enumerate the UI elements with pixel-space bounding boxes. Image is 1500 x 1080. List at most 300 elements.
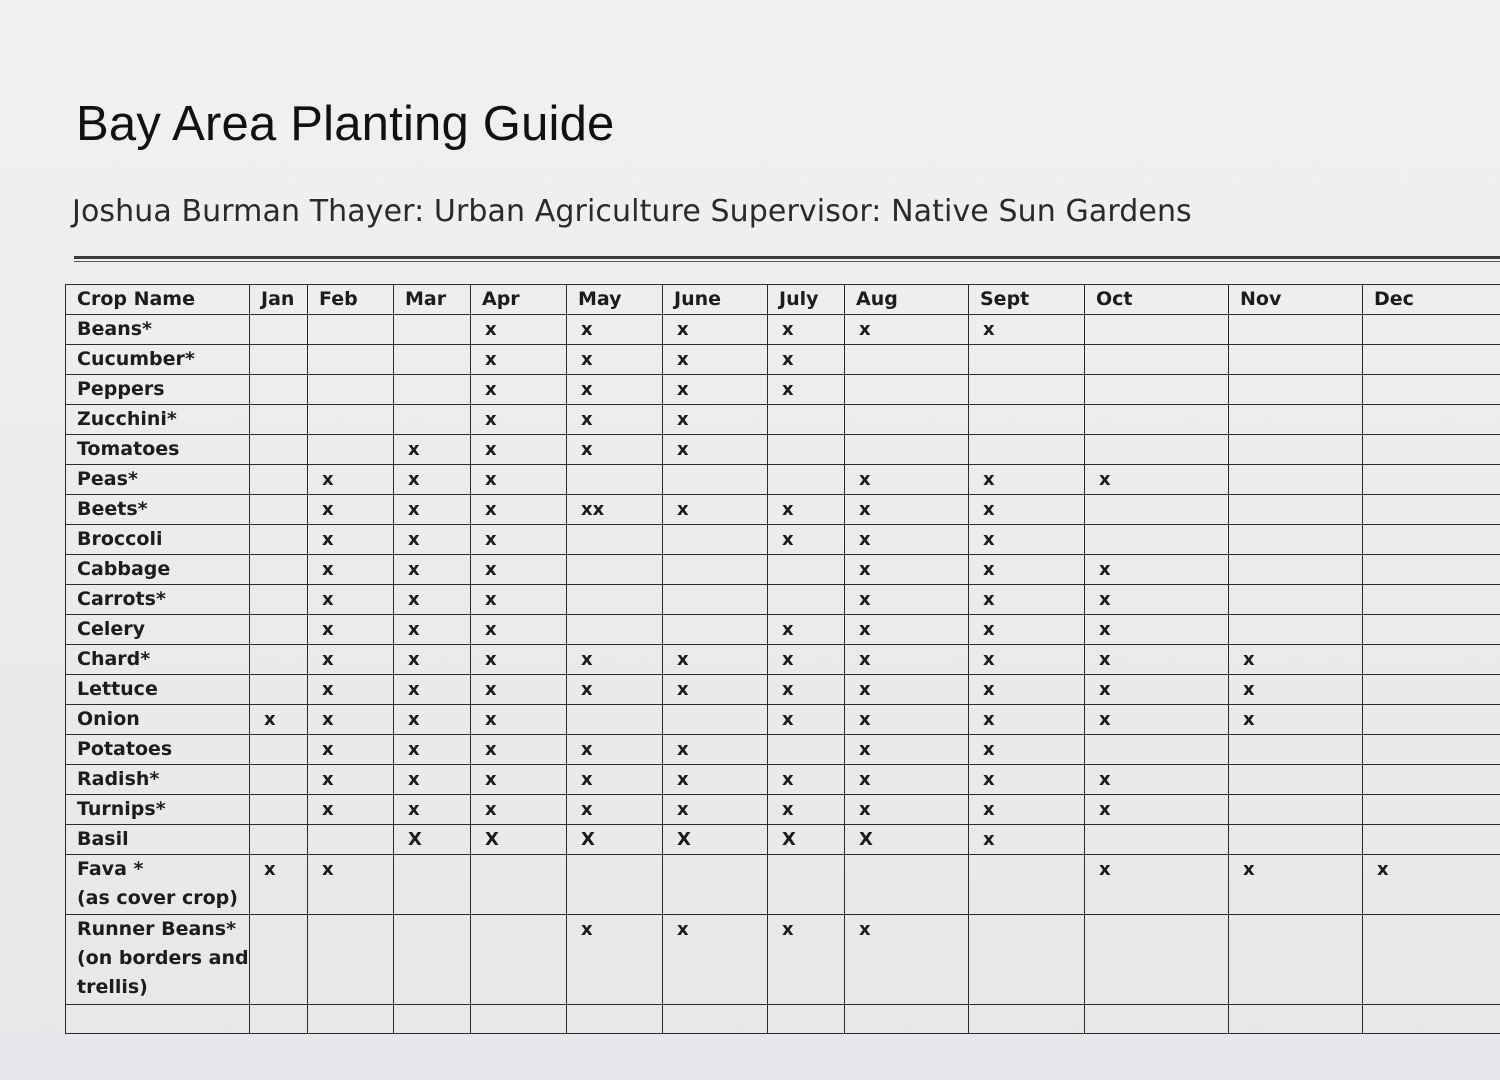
planting-mark-cell — [845, 405, 969, 435]
planting-mark-cell — [768, 735, 845, 765]
planting-mark-cell: x — [394, 735, 471, 765]
planting-mark-cell: x — [308, 555, 394, 585]
planting-mark-cell — [567, 855, 663, 915]
table-row — [66, 675, 1500, 705]
planting-mark-cell: x — [394, 465, 471, 495]
header-month-mar: Mar — [394, 285, 471, 315]
planting-mark-cell: x — [308, 675, 394, 705]
planting-mark-cell — [768, 585, 845, 615]
planting-mark-cell: x — [567, 915, 663, 1005]
table-row — [66, 555, 1500, 585]
planting-mark-cell — [394, 375, 471, 405]
planting-mark-cell: x — [567, 735, 663, 765]
page-title: Bay Area Planting Guide — [76, 97, 615, 151]
planting-mark-cell — [308, 825, 394, 855]
planting-mark-cell: x — [1229, 675, 1363, 705]
planting-mark-cell — [308, 915, 394, 1005]
planting-mark-cell — [308, 375, 394, 405]
planting-mark-cell — [250, 615, 308, 645]
planting-mark-cell: x — [308, 765, 394, 795]
planting-mark-cell: x — [308, 585, 394, 615]
planting-mark-cell — [845, 375, 969, 405]
planting-mark-cell — [250, 585, 308, 615]
planting-mark-cell — [250, 555, 308, 585]
crop-name-cell: Fava * (as cover crop) — [66, 855, 250, 915]
planting-mark-cell: x — [567, 435, 663, 465]
planting-mark-cell: x — [845, 525, 969, 555]
planting-mark-cell — [250, 765, 308, 795]
planting-mark-cell: x — [768, 495, 845, 525]
planting-mark-cell — [1229, 495, 1363, 525]
planting-mark-cell: x — [394, 645, 471, 675]
planting-mark-cell: x — [845, 795, 969, 825]
empty-cell — [250, 1005, 308, 1034]
planting-mark-cell — [567, 465, 663, 495]
crop-name-cell: Chard* — [66, 645, 250, 675]
empty-cell — [969, 1005, 1085, 1034]
planting-mark-cell: x — [768, 315, 845, 345]
planting-mark-cell — [250, 405, 308, 435]
planting-mark-cell: x — [471, 465, 567, 495]
planting-table — [65, 284, 1500, 1034]
planting-mark-cell — [768, 465, 845, 495]
table-row — [66, 585, 1500, 615]
planting-mark-cell: x — [768, 915, 845, 1005]
planting-mark-cell: x — [768, 375, 845, 405]
planting-mark-cell: x — [567, 345, 663, 375]
planting-mark-cell — [969, 345, 1085, 375]
crop-name-cell: Basil — [66, 825, 250, 855]
planting-mark-cell — [250, 675, 308, 705]
planting-mark-cell — [1363, 705, 1500, 735]
empty-cell — [1229, 1005, 1363, 1034]
table-row — [66, 765, 1500, 795]
planting-mark-cell: x — [768, 705, 845, 735]
planting-mark-cell: x — [1085, 675, 1229, 705]
planting-mark-cell — [1363, 585, 1500, 615]
planting-mark-cell: x — [1085, 555, 1229, 585]
planting-mark-cell — [1363, 495, 1500, 525]
planting-mark-cell — [1229, 525, 1363, 555]
planting-mark-cell — [663, 525, 768, 555]
planting-mark-cell: x — [308, 465, 394, 495]
planting-mark-cell: x — [845, 915, 969, 1005]
planting-mark-cell: x — [969, 525, 1085, 555]
planting-mark-cell: x — [845, 675, 969, 705]
planting-mark-cell — [1363, 345, 1500, 375]
header-month-jan: Jan — [250, 285, 308, 315]
planting-mark-cell: x — [471, 375, 567, 405]
planting-mark-cell — [250, 315, 308, 345]
planting-mark-cell — [1085, 735, 1229, 765]
planting-mark-cell: x — [308, 525, 394, 555]
planting-mark-cell: x — [567, 315, 663, 345]
crop-name-cell: Peas* — [66, 465, 250, 495]
planting-mark-cell — [1363, 465, 1500, 495]
table-row — [66, 405, 1500, 435]
planting-mark-cell — [394, 855, 471, 915]
planting-mark-cell — [308, 315, 394, 345]
planting-mark-cell — [394, 315, 471, 345]
table-row — [66, 495, 1500, 525]
planting-mark-cell: x — [969, 465, 1085, 495]
table-row — [66, 705, 1500, 735]
header-month-aug: Aug — [845, 285, 969, 315]
planting-mark-cell — [471, 855, 567, 915]
planting-mark-cell — [663, 705, 768, 735]
table-row — [66, 645, 1500, 675]
planting-mark-cell: x — [471, 405, 567, 435]
planting-mark-cell — [250, 345, 308, 375]
planting-mark-cell — [567, 525, 663, 555]
crop-name-cell: Carrots* — [66, 585, 250, 615]
planting-mark-cell: x — [845, 735, 969, 765]
planting-mark-cell: x — [845, 615, 969, 645]
crop-name-cell: Onion — [66, 705, 250, 735]
planting-mark-cell — [1229, 585, 1363, 615]
table-row — [66, 915, 1500, 1005]
planting-mark-cell: X — [471, 825, 567, 855]
planting-mark-cell: x — [471, 735, 567, 765]
empty-cell — [567, 1005, 663, 1034]
planting-mark-cell: x — [394, 495, 471, 525]
planting-mark-cell — [1229, 405, 1363, 435]
crop-name-cell: Turnips* — [66, 795, 250, 825]
planting-mark-cell: x — [969, 795, 1085, 825]
table-header-row — [66, 285, 1500, 315]
planting-mark-cell: x — [969, 735, 1085, 765]
header-month-dec: Dec — [1363, 285, 1500, 315]
planting-mark-cell: x — [663, 735, 768, 765]
planting-mark-cell: x — [471, 345, 567, 375]
planting-mark-cell — [768, 435, 845, 465]
planting-mark-cell — [768, 855, 845, 915]
planting-mark-cell — [663, 555, 768, 585]
planting-mark-cell: x — [471, 315, 567, 345]
planting-mark-cell — [768, 405, 845, 435]
planting-mark-cell: x — [1229, 645, 1363, 675]
planting-mark-cell — [1363, 915, 1500, 1005]
crop-name-cell: Broccoli — [66, 525, 250, 555]
planting-mark-cell: x — [969, 615, 1085, 645]
planting-mark-cell — [1363, 645, 1500, 675]
planting-mark-cell: x — [308, 795, 394, 825]
table-row — [66, 525, 1500, 555]
planting-mark-cell: x — [845, 765, 969, 795]
planting-mark-cell: x — [471, 675, 567, 705]
planting-mark-cell: x — [768, 615, 845, 645]
planting-mark-cell — [1085, 825, 1229, 855]
planting-mark-cell: x — [1363, 855, 1500, 915]
planting-mark-cell: x — [768, 525, 845, 555]
planting-mark-cell: x — [394, 795, 471, 825]
crop-name-cell: Beets* — [66, 495, 250, 525]
planting-mark-cell: x — [845, 495, 969, 525]
planting-mark-cell — [250, 645, 308, 675]
planting-mark-cell — [308, 345, 394, 375]
crop-name-cell: Cabbage — [66, 555, 250, 585]
planting-mark-cell — [1229, 465, 1363, 495]
planting-mark-cell — [845, 435, 969, 465]
empty-cell — [66, 1005, 250, 1034]
planting-mark-cell — [1363, 765, 1500, 795]
header-rule-thin — [74, 261, 1500, 262]
empty-cell — [1085, 1005, 1229, 1034]
planting-mark-cell — [250, 525, 308, 555]
planting-mark-cell — [1229, 615, 1363, 645]
planting-mark-cell — [1363, 615, 1500, 645]
planting-mark-cell: x — [394, 765, 471, 795]
planting-mark-cell: x — [394, 615, 471, 645]
table-row — [66, 315, 1500, 345]
planting-mark-cell: x — [969, 765, 1085, 795]
crop-name-cell: Radish* — [66, 765, 250, 795]
planting-mark-cell: x — [663, 345, 768, 375]
planting-mark-cell — [1363, 735, 1500, 765]
empty-cell — [471, 1005, 567, 1034]
planting-mark-cell: x — [845, 585, 969, 615]
header-month-may: May — [567, 285, 663, 315]
planting-mark-cell — [969, 375, 1085, 405]
table-row — [66, 735, 1500, 765]
planting-mark-cell — [663, 615, 768, 645]
planting-mark-cell: x — [471, 435, 567, 465]
planting-mark-cell: xx — [567, 495, 663, 525]
crop-name-cell: Zucchini* — [66, 405, 250, 435]
planting-mark-cell: X — [663, 825, 768, 855]
planting-mark-cell: X — [394, 825, 471, 855]
crop-name-cell: Peppers — [66, 375, 250, 405]
crop-name-cell: Runner Beans* (on borders and trellis) — [66, 915, 250, 1005]
planting-mark-cell: x — [308, 705, 394, 735]
planting-mark-cell: x — [663, 405, 768, 435]
planting-mark-cell — [250, 825, 308, 855]
planting-mark-cell: x — [663, 435, 768, 465]
planting-mark-cell — [1363, 375, 1500, 405]
planting-mark-cell: x — [969, 315, 1085, 345]
planting-mark-cell: x — [567, 675, 663, 705]
planting-mark-cell — [1229, 795, 1363, 825]
planting-mark-cell: x — [308, 495, 394, 525]
planting-mark-cell: x — [768, 675, 845, 705]
planting-mark-cell: x — [567, 795, 663, 825]
header-month-apr: Apr — [471, 285, 567, 315]
planting-mark-cell — [567, 615, 663, 645]
planting-mark-cell — [471, 915, 567, 1005]
planting-mark-cell: x — [969, 555, 1085, 585]
planting-mark-cell: x — [845, 315, 969, 345]
table-row — [66, 795, 1500, 825]
planting-mark-cell: x — [663, 765, 768, 795]
planting-mark-cell: x — [969, 825, 1085, 855]
planting-mark-cell — [1229, 735, 1363, 765]
planting-mark-cell — [250, 375, 308, 405]
planting-mark-cell: x — [394, 675, 471, 705]
planting-mark-cell: x — [768, 795, 845, 825]
header-month-june: June — [663, 285, 768, 315]
planting-mark-cell — [1085, 345, 1229, 375]
table-row — [66, 615, 1500, 645]
planting-mark-cell — [250, 915, 308, 1005]
planting-mark-cell — [1229, 915, 1363, 1005]
planting-mark-cell — [969, 435, 1085, 465]
planting-mark-cell: X — [567, 825, 663, 855]
table-row — [66, 855, 1500, 915]
planting-mark-cell: x — [394, 555, 471, 585]
planting-mark-cell — [250, 795, 308, 825]
planting-mark-cell: x — [845, 465, 969, 495]
crop-name-cell: Celery — [66, 615, 250, 645]
planting-mark-cell: x — [394, 525, 471, 555]
planting-mark-cell — [969, 915, 1085, 1005]
planting-mark-cell: x — [1085, 465, 1229, 495]
table-row — [66, 435, 1500, 465]
planting-mark-cell: x — [1085, 585, 1229, 615]
planting-mark-cell — [250, 435, 308, 465]
planting-mark-cell: x — [567, 765, 663, 795]
table-row — [66, 465, 1500, 495]
planting-mark-cell: x — [471, 495, 567, 525]
planting-mark-cell — [567, 585, 663, 615]
planting-mark-cell — [1229, 825, 1363, 855]
planting-mark-cell: x — [663, 675, 768, 705]
planting-mark-cell — [1085, 915, 1229, 1005]
planting-mark-cell: x — [471, 645, 567, 675]
planting-mark-cell: x — [768, 765, 845, 795]
empty-cell — [845, 1005, 969, 1034]
planting-mark-cell: x — [394, 435, 471, 465]
crop-name-cell: Cucumber* — [66, 345, 250, 375]
table-row — [66, 825, 1500, 855]
table-body — [66, 315, 1500, 1034]
planting-mark-cell: x — [1085, 705, 1229, 735]
table-row — [66, 345, 1500, 375]
planting-mark-cell: x — [663, 375, 768, 405]
crop-name-cell: Tomatoes — [66, 435, 250, 465]
planting-mark-cell — [567, 555, 663, 585]
planting-mark-cell — [663, 855, 768, 915]
planting-mark-cell — [1363, 435, 1500, 465]
planting-mark-cell — [1229, 375, 1363, 405]
planting-mark-cell: x — [394, 705, 471, 735]
planting-mark-cell: x — [1229, 855, 1363, 915]
crop-name-cell: Beans* — [66, 315, 250, 345]
planting-mark-cell — [1229, 555, 1363, 585]
empty-cell — [768, 1005, 845, 1034]
planting-mark-cell: x — [1085, 615, 1229, 645]
planting-mark-cell: x — [768, 345, 845, 375]
planting-mark-cell — [1363, 675, 1500, 705]
empty-cell — [394, 1005, 471, 1034]
planting-mark-cell — [1363, 315, 1500, 345]
planting-mark-cell: x — [471, 585, 567, 615]
planting-mark-cell — [250, 495, 308, 525]
planting-mark-cell: x — [567, 375, 663, 405]
planting-mark-cell — [1363, 795, 1500, 825]
planting-mark-cell — [1085, 495, 1229, 525]
planting-mark-cell: x — [471, 615, 567, 645]
planting-mark-cell — [1085, 315, 1229, 345]
planting-mark-cell: x — [308, 735, 394, 765]
planting-mark-cell — [308, 435, 394, 465]
planting-mark-cell — [394, 915, 471, 1005]
planting-mark-cell — [663, 465, 768, 495]
header-month-july: July — [768, 285, 845, 315]
planting-mark-cell: x — [969, 585, 1085, 615]
planting-mark-cell: x — [969, 645, 1085, 675]
planting-mark-cell: x — [394, 585, 471, 615]
planting-mark-cell: x — [567, 405, 663, 435]
planting-mark-cell — [1229, 345, 1363, 375]
header-crop-name: Crop Name — [66, 285, 250, 315]
planting-mark-cell: x — [1085, 645, 1229, 675]
planting-mark-cell — [394, 345, 471, 375]
planting-mark-cell: x — [567, 645, 663, 675]
planting-mark-cell: x — [471, 555, 567, 585]
planting-mark-cell — [845, 345, 969, 375]
planting-mark-cell — [1229, 315, 1363, 345]
planting-mark-cell — [1363, 405, 1500, 435]
planting-mark-cell — [969, 405, 1085, 435]
planting-mark-cell: x — [1085, 765, 1229, 795]
planting-mark-cell: x — [663, 915, 768, 1005]
planting-mark-cell — [969, 855, 1085, 915]
planting-table-wrapper — [65, 284, 1500, 1034]
planting-mark-cell: x — [1085, 855, 1229, 915]
empty-cell — [663, 1005, 768, 1034]
planting-mark-cell: x — [663, 645, 768, 675]
planting-mark-cell: x — [969, 495, 1085, 525]
planting-mark-cell: x — [768, 645, 845, 675]
planting-mark-cell — [567, 705, 663, 735]
header-month-oct: Oct — [1085, 285, 1229, 315]
planting-mark-cell: x — [471, 795, 567, 825]
planting-mark-cell — [394, 405, 471, 435]
planting-mark-cell: x — [663, 795, 768, 825]
header-month-sept: Sept — [969, 285, 1085, 315]
planting-mark-cell — [250, 465, 308, 495]
planting-mark-cell: x — [471, 705, 567, 735]
header-rule-thick — [74, 256, 1500, 259]
planting-mark-cell — [1363, 825, 1500, 855]
header-month-nov: Nov — [1229, 285, 1363, 315]
planting-mark-cell: x — [1229, 705, 1363, 735]
planting-mark-cell: x — [308, 645, 394, 675]
planting-mark-cell — [1363, 525, 1500, 555]
planting-mark-cell: x — [250, 705, 308, 735]
planting-mark-cell — [663, 585, 768, 615]
planting-mark-cell: x — [845, 555, 969, 585]
planting-mark-cell: X — [845, 825, 969, 855]
header-month-feb: Feb — [308, 285, 394, 315]
planting-mark-cell: x — [663, 495, 768, 525]
page-subtitle: Joshua Burman Thayer: Urban Agriculture Supervisor: Native Sun Gardens — [72, 194, 1192, 229]
planting-mark-cell: x — [250, 855, 308, 915]
planting-mark-cell: X — [768, 825, 845, 855]
planting-mark-cell: x — [969, 705, 1085, 735]
planting-mark-cell — [845, 855, 969, 915]
table-row — [66, 375, 1500, 405]
planting-mark-cell — [1085, 525, 1229, 555]
planting-mark-cell — [250, 735, 308, 765]
planting-mark-cell: x — [1085, 795, 1229, 825]
table-row-empty — [66, 1005, 1500, 1034]
planting-mark-cell — [1229, 435, 1363, 465]
planting-mark-cell: x — [663, 315, 768, 345]
planting-mark-cell: x — [845, 645, 969, 675]
planting-mark-cell — [1363, 555, 1500, 585]
planting-mark-cell — [768, 555, 845, 585]
